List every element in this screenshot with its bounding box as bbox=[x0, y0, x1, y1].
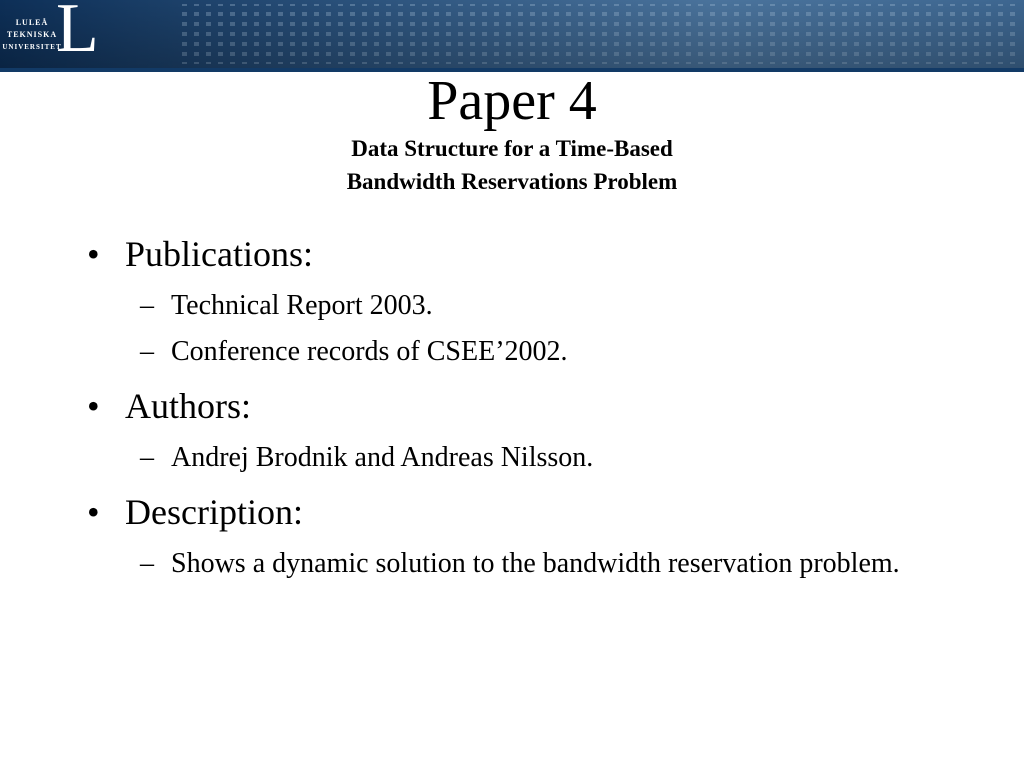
slide-title: Paper 4 bbox=[427, 70, 597, 132]
banner-background bbox=[0, 0, 1024, 72]
sub-item-text: Shows a dynamic solution to the bandwidth reservation problem. bbox=[171, 548, 900, 579]
bullet-publications bbox=[0, 228, 1024, 280]
logo-text-line3: UNIVERSITET bbox=[2, 43, 62, 51]
sub-item bbox=[0, 544, 1024, 584]
sub-item-text: Conference records of CSEE’2002. bbox=[171, 336, 568, 367]
slide-subtitle-line2: Bandwidth Reservations Problem bbox=[346, 169, 678, 194]
sub-item bbox=[0, 438, 1024, 478]
logo-text-line2: TEKNISKA bbox=[6, 30, 58, 39]
sub-item-text: Technical Report 2003. bbox=[171, 290, 433, 321]
bullet-marker: • bbox=[87, 234, 100, 274]
bullet-label: Authors: bbox=[125, 386, 251, 426]
bullet-label: Description: bbox=[125, 492, 303, 532]
sub-marker: – bbox=[140, 442, 154, 473]
sub-item bbox=[0, 332, 1024, 372]
slide-header bbox=[0, 70, 1024, 198]
sub-item-text: Andrej Brodnik and Andreas Nilsson. bbox=[171, 442, 594, 473]
slide-subtitle-line1: Data Structure for a Time-Based bbox=[351, 136, 673, 161]
bullet-label: Publications: bbox=[125, 234, 313, 274]
sub-marker: – bbox=[140, 548, 154, 579]
university-logo bbox=[0, 0, 130, 72]
bullet-marker: • bbox=[87, 386, 100, 426]
sub-item bbox=[0, 286, 1024, 326]
bullet-authors bbox=[0, 380, 1024, 432]
sub-marker: – bbox=[140, 336, 154, 367]
logo-letter: L bbox=[56, 0, 99, 67]
slide-body bbox=[0, 228, 1024, 586]
bullet-description bbox=[0, 486, 1024, 538]
sub-marker: – bbox=[140, 290, 154, 321]
header-banner bbox=[0, 0, 1024, 72]
bullet-marker: • bbox=[87, 492, 100, 532]
logo-text-line1: LULEÅ bbox=[15, 18, 49, 27]
